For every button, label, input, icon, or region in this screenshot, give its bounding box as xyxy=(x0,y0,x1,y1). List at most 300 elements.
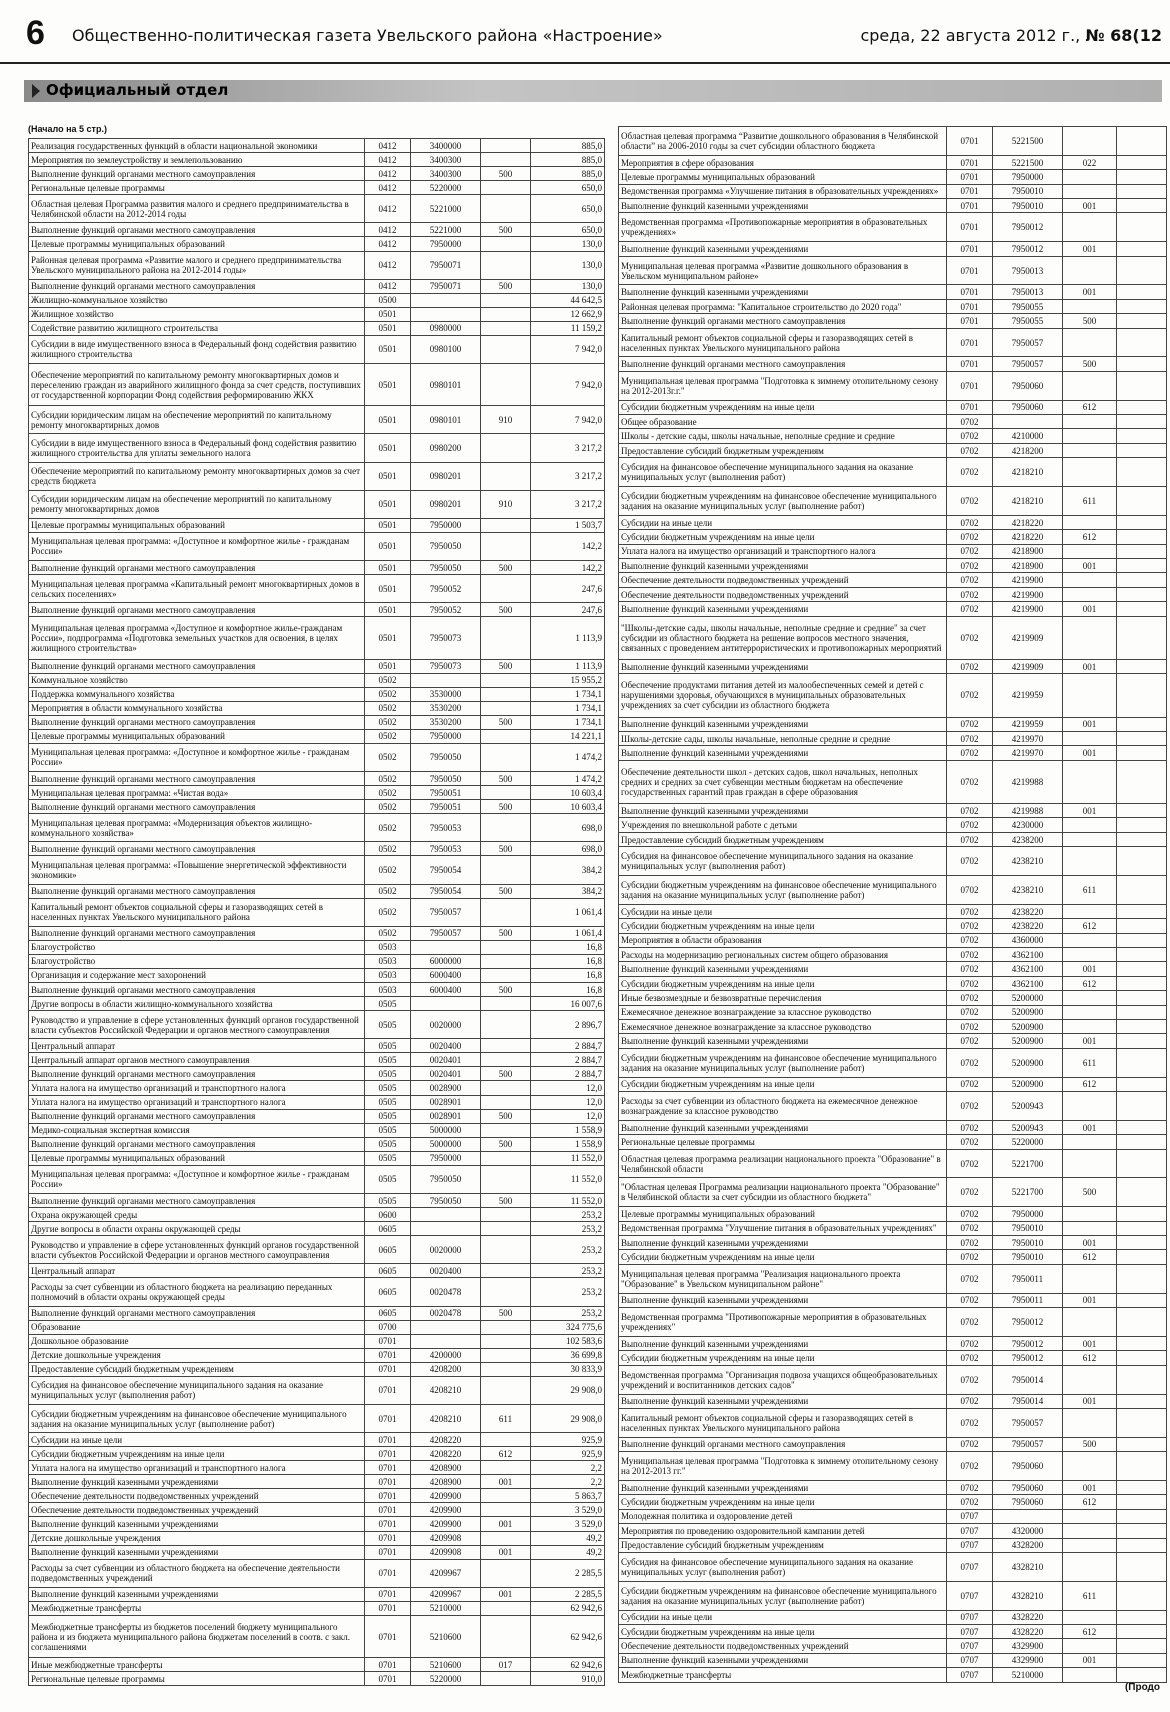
row-type: 612 xyxy=(1063,400,1117,414)
table-row xyxy=(619,948,1167,962)
row-target: 4328220 xyxy=(993,1610,1063,1624)
table-row xyxy=(619,1624,1167,1638)
row-section: 0702 xyxy=(947,1452,993,1481)
row-section: 0701 xyxy=(947,328,993,357)
row-section: 0701 xyxy=(947,170,993,184)
row-name: Субсидии бюджетным учреждениям на иные цели xyxy=(619,919,947,933)
row-target: 7950050 xyxy=(411,532,481,560)
row-type xyxy=(1063,1408,1117,1437)
row-type: 612 xyxy=(1063,919,1117,933)
row-section: 0605 xyxy=(365,1306,411,1320)
row-name: Выполнение функций казенными учреждениями xyxy=(619,559,947,573)
row-target: 7950057 xyxy=(993,1408,1063,1437)
row-amount: 2 285,5 xyxy=(531,1587,605,1601)
row-amount xyxy=(1117,1624,1167,1638)
row-section: 0702 xyxy=(947,443,993,457)
row-section: 0701 xyxy=(365,1503,411,1517)
row-type: 500 xyxy=(481,1306,531,1320)
row-section: 0702 xyxy=(947,803,993,817)
row-amount xyxy=(1117,1120,1167,1134)
row-section: 0701 xyxy=(365,1433,411,1447)
row-type: 001 xyxy=(1063,602,1117,616)
table-row xyxy=(29,1404,605,1432)
table-row xyxy=(29,532,605,560)
row-name: Капитальный ремонт объектов социальной сферы и газоразводящих сетей в населенных пунктах Увельского муниципального района xyxy=(619,1408,947,1437)
row-target: 4329900 xyxy=(993,1653,1063,1667)
row-amount: 885,0 xyxy=(531,153,605,167)
row-amount xyxy=(1117,1221,1167,1235)
row-amount: 62 942,6 xyxy=(531,1658,605,1672)
row-target: 7950000 xyxy=(411,237,481,251)
row-section: 0412 xyxy=(365,167,411,181)
table-row xyxy=(619,199,1167,213)
row-target: 0020401 xyxy=(411,1067,481,1081)
row-amount xyxy=(1117,1581,1167,1610)
row-name: Учреждения по внешкольной работе с детьми xyxy=(619,818,947,832)
row-name: Поддержка коммунального хозяйства xyxy=(29,687,365,701)
row-name: Районная целевая программа: "Капитальное строительство до 2020 года" xyxy=(619,299,947,313)
row-name: Субсидии бюджетным учреждениям на иные цели xyxy=(619,976,947,990)
row-type xyxy=(481,1278,531,1306)
row-section: 0501 xyxy=(365,364,411,406)
row-section: 0702 xyxy=(947,415,993,429)
row-name: Выполнение функций органами местного самоуправления xyxy=(29,772,365,786)
row-name: Центральный аппарат xyxy=(29,1264,365,1278)
table-row xyxy=(29,968,605,982)
table-row xyxy=(619,1524,1167,1538)
row-section: 0701 xyxy=(365,1587,411,1601)
row-amount: 7 942,0 xyxy=(531,406,605,434)
row-name: Выполнение функций органами местного самоуправления xyxy=(29,884,365,898)
header-rule xyxy=(0,62,1170,64)
table-row xyxy=(619,587,1167,601)
row-target: 7950000 xyxy=(411,518,481,532)
row-name: Муниципальная целевая программа "Подготовка к зимнему отопительному сезону на 2012-2013 гг." xyxy=(619,1452,947,1481)
row-type xyxy=(481,1264,531,1278)
table-row xyxy=(29,575,605,603)
row-section: 0702 xyxy=(947,530,993,544)
row-target: 7950012 xyxy=(993,242,1063,256)
row-amount: 253,2 xyxy=(531,1264,605,1278)
table-row xyxy=(29,814,605,842)
row-name: Выполнение функций органами местного самоуправления xyxy=(29,1137,365,1151)
row-target: 7950013 xyxy=(993,256,1063,285)
row-section: 0412 xyxy=(365,279,411,293)
table-row xyxy=(619,458,1167,487)
table-row xyxy=(29,139,605,153)
row-amount: 1 734,1 xyxy=(531,701,605,715)
row-amount: 11 159,2 xyxy=(531,321,605,335)
row-section: 0702 xyxy=(947,919,993,933)
row-target: 0980101 xyxy=(411,406,481,434)
row-name: Субсидии бюджетным учреждениям на финансовое обеспечение муниципального задания на оказание муниципальных услуг (выполнение работ) xyxy=(29,1404,365,1432)
table-row xyxy=(29,743,605,771)
row-section: 0701 xyxy=(947,242,993,256)
row-target: 7950053 xyxy=(411,814,481,842)
row-amount: 12,0 xyxy=(531,1081,605,1095)
row-name: Общее образование xyxy=(619,415,947,429)
row-section: 0503 xyxy=(365,968,411,982)
row-section: 0502 xyxy=(365,687,411,701)
row-name: Выполнение функций органами местного самоуправления xyxy=(29,561,365,575)
row-name: Субсидии бюджетным учреждениям на иные цели xyxy=(619,1250,947,1264)
row-target: 3400000 xyxy=(411,139,481,153)
row-target: 4209900 xyxy=(411,1517,481,1531)
row-name: Муниципальная целевая программа «Доступное и комфортное жилье-гражданам России», подпрограмма «Подготовка земельных участков для освоения, в целях жилищного строительства» xyxy=(29,617,365,659)
row-section: 0502 xyxy=(365,786,411,800)
table-row xyxy=(619,1308,1167,1337)
table-row xyxy=(619,559,1167,573)
table-row xyxy=(29,1278,605,1306)
row-section: 0702 xyxy=(947,1207,993,1221)
page-header xyxy=(0,0,1170,80)
row-name: Межбюджетные трансферты xyxy=(29,1601,365,1615)
row-type xyxy=(481,139,531,153)
row-section: 0701 xyxy=(365,1672,411,1686)
row-target: 4238210 xyxy=(993,876,1063,905)
row-type: 500 xyxy=(481,772,531,786)
table-row xyxy=(29,462,605,490)
row-name: Детские дошкольные учреждения xyxy=(29,1531,365,1545)
row-name: Региональные целевые программы xyxy=(29,1672,365,1686)
table-row xyxy=(619,760,1167,803)
table-row xyxy=(619,371,1167,400)
row-amount xyxy=(1117,400,1167,414)
row-type xyxy=(1063,991,1117,1005)
row-section: 0702 xyxy=(947,1120,993,1134)
row-section: 0503 xyxy=(365,940,411,954)
row-amount xyxy=(1117,1308,1167,1337)
row-amount: 253,2 xyxy=(531,1236,605,1264)
row-amount xyxy=(1117,803,1167,817)
row-type xyxy=(481,237,531,251)
row-section: 0701 xyxy=(365,1447,411,1461)
row-target: 0028901 xyxy=(411,1109,481,1123)
row-target: 4230000 xyxy=(993,818,1063,832)
row-target xyxy=(411,307,481,321)
row-amount xyxy=(1117,1207,1167,1221)
table-row xyxy=(619,1005,1167,1019)
table-row xyxy=(29,434,605,462)
row-name: Выполнение функций казенными учреждениями xyxy=(619,717,947,731)
row-section: 0605 xyxy=(365,1222,411,1236)
table-row xyxy=(619,746,1167,760)
row-amount xyxy=(1117,1149,1167,1178)
table-row xyxy=(29,1165,605,1193)
table-row xyxy=(619,127,1167,156)
row-section: 0502 xyxy=(365,800,411,814)
row-target xyxy=(993,1509,1063,1523)
row-type: 500 xyxy=(481,603,531,617)
row-amount: 49,2 xyxy=(531,1545,605,1559)
row-type: 001 xyxy=(1063,962,1117,976)
row-amount: 49,2 xyxy=(531,1531,605,1545)
row-section: 0702 xyxy=(947,1293,993,1307)
row-type xyxy=(481,1376,531,1404)
row-amount xyxy=(1117,1236,1167,1250)
table-row xyxy=(619,1639,1167,1653)
row-target: 7950054 xyxy=(411,856,481,884)
row-amount xyxy=(1117,1610,1167,1624)
row-section: 0505 xyxy=(365,1109,411,1123)
row-name: Муниципальная целевая программа: «Доступное и комфортное жилье - гражданам России» xyxy=(29,1165,365,1193)
row-target: 7950050 xyxy=(411,1193,481,1207)
table-row xyxy=(29,1615,605,1657)
table-row xyxy=(29,1559,605,1587)
row-section: 0702 xyxy=(947,1034,993,1048)
row-target: 4218210 xyxy=(993,458,1063,487)
row-section: 0503 xyxy=(365,954,411,968)
row-target: 4219900 xyxy=(993,573,1063,587)
row-amount: 2,2 xyxy=(531,1461,605,1475)
row-section: 0505 xyxy=(365,1039,411,1053)
row-name: Выполнение функций органами местного самоуправления xyxy=(29,842,365,856)
table-row xyxy=(619,1236,1167,1250)
row-amount: 1 558,9 xyxy=(531,1123,605,1137)
row-type xyxy=(481,575,531,603)
row-section: 0701 xyxy=(365,1362,411,1376)
row-name: Школы-детские сады, школы начальные, неполные средние и средние xyxy=(619,731,947,745)
table-row xyxy=(29,223,605,237)
row-name: Субсидии на иные цели xyxy=(29,1433,365,1447)
row-amount: 29 908,0 xyxy=(531,1376,605,1404)
row-type xyxy=(1063,1207,1117,1221)
row-type: 500 xyxy=(481,279,531,293)
row-target: 3530000 xyxy=(411,687,481,701)
table-row xyxy=(619,256,1167,285)
row-amount: 253,2 xyxy=(531,1278,605,1306)
row-section: 0412 xyxy=(365,153,411,167)
row-amount: 925,9 xyxy=(531,1433,605,1447)
row-name: Целевые программы муниципальных образований xyxy=(619,1207,947,1221)
row-type xyxy=(1063,1509,1117,1523)
row-type xyxy=(1063,760,1117,803)
row-amount xyxy=(1117,1092,1167,1121)
triangle-icon xyxy=(32,84,40,98)
row-section: 0505 xyxy=(365,1193,411,1207)
row-section: 0501 xyxy=(365,603,411,617)
row-type: 612 xyxy=(1063,1351,1117,1365)
row-amount: 62 942,6 xyxy=(531,1601,605,1615)
table-row xyxy=(619,184,1167,198)
row-amount xyxy=(1117,1264,1167,1293)
row-target: 4219909 xyxy=(993,659,1063,673)
table-row xyxy=(29,1489,605,1503)
row-name: Другие вопросы в области жилищно-коммунального хозяйства xyxy=(29,997,365,1011)
row-section: 0702 xyxy=(947,487,993,516)
table-row xyxy=(619,1538,1167,1552)
table-row xyxy=(619,1178,1167,1207)
row-section: 0702 xyxy=(947,991,993,1005)
row-type: 612 xyxy=(1063,530,1117,544)
row-target: 5210600 xyxy=(411,1615,481,1657)
row-type xyxy=(1063,1221,1117,1235)
table-row xyxy=(619,1653,1167,1667)
row-section: 0502 xyxy=(365,884,411,898)
row-target: 5221700 xyxy=(993,1178,1063,1207)
row-amount: 11 552,0 xyxy=(531,1193,605,1207)
row-name: Муниципальная целевая программа: «Повышение энергетической эффективности экономики» xyxy=(29,856,365,884)
row-target: 0020478 xyxy=(411,1278,481,1306)
row-section: 0412 xyxy=(365,139,411,153)
table-row xyxy=(619,1135,1167,1149)
table-row xyxy=(619,1336,1167,1350)
row-name: Субсидия на финансовое обеспечение муниципального задания на оказание муниципальных услуг (выполнения работ) xyxy=(29,1376,365,1404)
row-name: Муниципальная целевая программа "Подготовка к зимнему отопительному сезону на 2012-2013г.г." xyxy=(619,371,947,400)
row-section: 0501 xyxy=(365,434,411,462)
row-target: 5221000 xyxy=(411,195,481,223)
row-name: Ежемесячное денежное вознаграждение за классное руководство xyxy=(619,1005,947,1019)
row-amount: 1 474,2 xyxy=(531,743,605,771)
row-target: 4328210 xyxy=(993,1581,1063,1610)
row-amount: 16,8 xyxy=(531,954,605,968)
row-amount: 1 061,4 xyxy=(531,926,605,940)
row-section: 0501 xyxy=(365,307,411,321)
row-name: Жилищное хозяйство xyxy=(29,307,365,321)
row-name: Расходы за счет субвенции из областного бюджета на ежемесячное денежное вознаграждение за классное руководство xyxy=(619,1092,947,1121)
row-section: 0701 xyxy=(947,213,993,242)
table-row xyxy=(619,170,1167,184)
row-type: 500 xyxy=(481,1137,531,1151)
row-target: 7950050 xyxy=(411,743,481,771)
row-target: 5221700 xyxy=(993,1149,1063,1178)
row-target: 7950053 xyxy=(411,842,481,856)
row-section: 0701 xyxy=(947,314,993,328)
row-amount xyxy=(1117,1178,1167,1207)
table-row xyxy=(29,940,605,954)
row-section: 0412 xyxy=(365,251,411,279)
table-row xyxy=(619,1394,1167,1408)
row-target xyxy=(411,1334,481,1348)
table-row xyxy=(29,856,605,884)
table-row xyxy=(619,1207,1167,1221)
table-row xyxy=(29,1433,605,1447)
row-target: 7950071 xyxy=(411,279,481,293)
row-type xyxy=(481,687,531,701)
table-row xyxy=(29,1123,605,1137)
table-row xyxy=(619,1437,1167,1451)
row-name: Областная целевая Программа развития малого и среднего предпринимательства в Челябинской области на 2012-2014 годы xyxy=(29,195,365,223)
row-type: 001 xyxy=(481,1587,531,1601)
row-name: Областная целевая программа “Развитие дошкольного образования в Челябинской области” на 2006-2010 годы за счет субсидии областного бюджета xyxy=(619,127,947,156)
table-row xyxy=(29,1376,605,1404)
row-section: 0702 xyxy=(947,1336,993,1350)
row-name: Молодежная политика и оздоровление детей xyxy=(619,1509,947,1523)
table-row xyxy=(29,1137,605,1151)
row-target: 4320000 xyxy=(993,1524,1063,1538)
row-amount: 253,2 xyxy=(531,1222,605,1236)
row-target: 7950050 xyxy=(411,561,481,575)
row-name: Выполнение функций органами местного самоуправления xyxy=(29,603,365,617)
newspaper-title: Общественно-политическая газета Увельского района «Настроение» xyxy=(72,26,663,45)
row-type xyxy=(1063,1264,1117,1293)
table-row xyxy=(619,818,1167,832)
row-section: 0701 xyxy=(365,1545,411,1559)
table-row xyxy=(29,1517,605,1531)
row-section: 0702 xyxy=(947,1480,993,1494)
row-type xyxy=(481,1615,531,1657)
table-row xyxy=(29,1264,605,1278)
row-target: 7950057 xyxy=(411,926,481,940)
row-type: 001 xyxy=(1063,285,1117,299)
row-amount xyxy=(1117,314,1167,328)
row-section: 0702 xyxy=(947,1408,993,1437)
table-row xyxy=(619,847,1167,876)
row-name: Выполнение функций казенными учреждениями xyxy=(619,285,947,299)
row-amount: 3 217,2 xyxy=(531,462,605,490)
row-type xyxy=(1063,1308,1117,1337)
row-target: 6000400 xyxy=(411,983,481,997)
row-amount: 15 955,2 xyxy=(531,673,605,687)
table-row xyxy=(29,251,605,279)
row-target: 4218220 xyxy=(993,530,1063,544)
row-name: Расходы за счет субвенции из областного бюджета на реализацию переданных полномочий в области охраны окружающей среды xyxy=(29,1278,365,1306)
row-type xyxy=(481,1151,531,1165)
row-name: Районная целевая программа «Развитие малого и среднего предпринимательства Увельского муниципального района на 2012-2014 годы» xyxy=(29,251,365,279)
row-target: 7950060 xyxy=(993,400,1063,414)
row-target: 4209908 xyxy=(411,1531,481,1545)
row-type xyxy=(1063,818,1117,832)
row-amount xyxy=(1117,429,1167,443)
row-name: Ведомственная программа "Улучшение питания в образовательных учреждениях" xyxy=(619,1221,947,1235)
row-type: 500 xyxy=(481,926,531,940)
row-section: 0702 xyxy=(947,948,993,962)
row-amount xyxy=(1117,1351,1167,1365)
row-target: 6000000 xyxy=(411,954,481,968)
row-type: 910 xyxy=(481,490,531,518)
row-target: 4238220 xyxy=(993,904,1063,918)
table-row xyxy=(619,285,1167,299)
row-name: Целевые программы муниципальных образований xyxy=(29,237,365,251)
row-amount: 5 863,7 xyxy=(531,1489,605,1503)
continued-footer: (Продо xyxy=(1124,1682,1160,1693)
row-target: 7950055 xyxy=(993,299,1063,313)
row-type: 001 xyxy=(481,1517,531,1531)
row-target xyxy=(993,415,1063,429)
row-target: 7950060 xyxy=(993,1480,1063,1494)
row-name: Выполнение функций казенными учреждениями xyxy=(29,1587,365,1601)
table-row xyxy=(619,1610,1167,1624)
row-section: 0501 xyxy=(365,321,411,335)
table-row xyxy=(29,1531,605,1545)
row-type xyxy=(1063,1668,1117,1682)
row-type: 611 xyxy=(1063,876,1117,905)
row-name: Субсидии юридическим лицам на обеспечение мероприятий по капитальному ремонту многоквартирных домов xyxy=(29,490,365,518)
row-name: Детские дошкольные учреждения xyxy=(29,1348,365,1362)
row-section: 0707 xyxy=(947,1653,993,1667)
row-type xyxy=(481,462,531,490)
row-target: 3400300 xyxy=(411,167,481,181)
table-row xyxy=(619,717,1167,731)
row-type xyxy=(481,195,531,223)
row-target: 5210000 xyxy=(993,1668,1063,1682)
row-target: 7950057 xyxy=(993,1437,1063,1451)
row-type: 500 xyxy=(1063,357,1117,371)
row-target: 0980200 xyxy=(411,434,481,462)
row-target: 4362100 xyxy=(993,976,1063,990)
row-amount xyxy=(1117,674,1167,717)
row-section: 0701 xyxy=(365,1517,411,1531)
row-amount xyxy=(1117,170,1167,184)
row-name: Предоставление субсидий бюджетным учреждениям xyxy=(619,832,947,846)
row-name: Капитальный ремонт объектов социальной сферы и газоразводящих сетей в населенных пунктах Увельского муниципального района xyxy=(619,328,947,357)
row-amount xyxy=(1117,1552,1167,1581)
row-section: 0501 xyxy=(365,575,411,603)
row-name: Выполнение функций органами местного самоуправления xyxy=(29,223,365,237)
table-row xyxy=(29,293,605,307)
row-section: 0701 xyxy=(947,371,993,400)
row-name: Выполнение функций казенными учреждениями xyxy=(619,242,947,256)
